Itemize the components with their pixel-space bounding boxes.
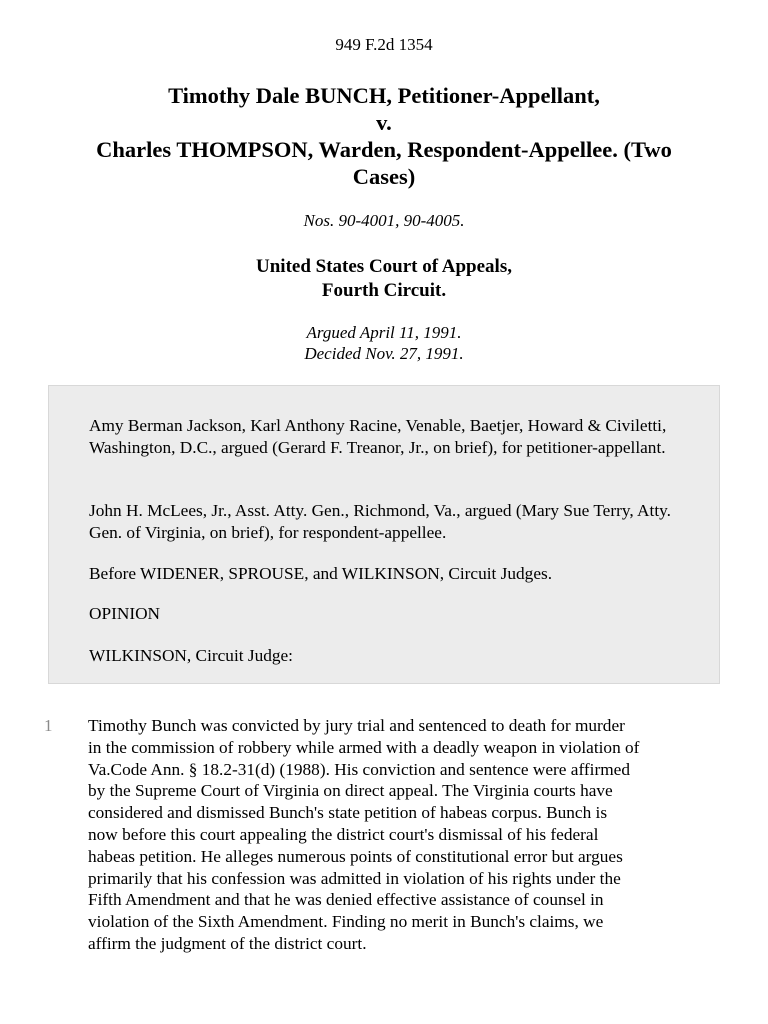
opinion-line: in the commission of robbery while armed with a deadly weapon in violation of	[88, 737, 640, 757]
opinion-paragraph	[88, 715, 728, 955]
opinion-line: considered and dismissed Bunch's state petition of habeas corpus. Bunch is	[88, 803, 608, 823]
argued-date: Argued April 11, 1991.	[306, 323, 462, 342]
opinion-line: Timothy Bunch was convicted by jury trial and sentenced to death for murder	[88, 716, 625, 735]
title-line-appellant: Timothy Dale BUNCH, Petitioner-Appellant,	[168, 83, 600, 108]
opinion-line: primarily that his confession was admitted in violation of his rights under the	[88, 868, 621, 888]
title-line-appellee: Charles THOMPSON, Warden, Respondent-Appellee. (Two	[96, 137, 672, 162]
title-line-cases: Cases)	[352, 164, 416, 189]
appellant-counsel: Amy Berman Jackson, Karl Anthony Racine, Venable, Baetjer, Howard & Civiletti, Washington, D.C., argued (Gerard F. Treanor, Jr., on brief), for petitioner-appellant.	[89, 416, 667, 457]
opinion-line: affirm the judgment of the district court.	[88, 933, 367, 953]
opinion-line: now before this court appealing the district court's dismissal of his federal	[88, 824, 599, 844]
case-citation: 949 F.2d 1354	[335, 35, 433, 54]
docket-numbers: Nos. 90-4001, 90-4005.	[303, 211, 465, 230]
opinion-line: Fifth Amendment and that he was denied effective assistance of counsel in	[88, 890, 604, 910]
case-title	[40, 82, 728, 190]
opinion-line: habeas petition. He alleges numerous points of constitutional error but argues	[88, 846, 623, 866]
appellee-counsel: John H. McLees, Jr., Asst. Atty. Gen., Richmond, Va., argued (Mary Sue Terry, Atty. Gen. of Virginia, on brief), for respondent-appellee.	[89, 501, 671, 542]
judges-panel: Before WIDENER, SPROUSE, and WILKINSON, Circuit Judges.	[89, 564, 553, 583]
paragraph-number: 1	[44, 716, 53, 735]
court-line-1: United States Court of Appeals,	[256, 256, 512, 277]
title-line-versus: v.	[376, 110, 392, 135]
opinion-line: violation of the Sixth Amendment. Finding no merit in Bunch's claims, we	[88, 912, 604, 932]
opinion-line: Va.Code Ann. § 18.2-31(d) (1988). His conviction and sentence were affirmed	[88, 759, 630, 779]
court-name	[0, 255, 768, 303]
counsel-box	[48, 385, 720, 684]
court-line-2: Fourth Circuit.	[321, 280, 447, 301]
case-dates	[0, 322, 768, 364]
decided-date: Decided Nov. 27, 1991.	[304, 344, 464, 363]
opinion-author: WILKINSON, Circuit Judge:	[89, 646, 293, 665]
opinion-label: OPINION	[89, 604, 161, 623]
opinion-line: by the Supreme Court of Virginia on direct appeal. The Virginia courts have	[88, 781, 613, 801]
